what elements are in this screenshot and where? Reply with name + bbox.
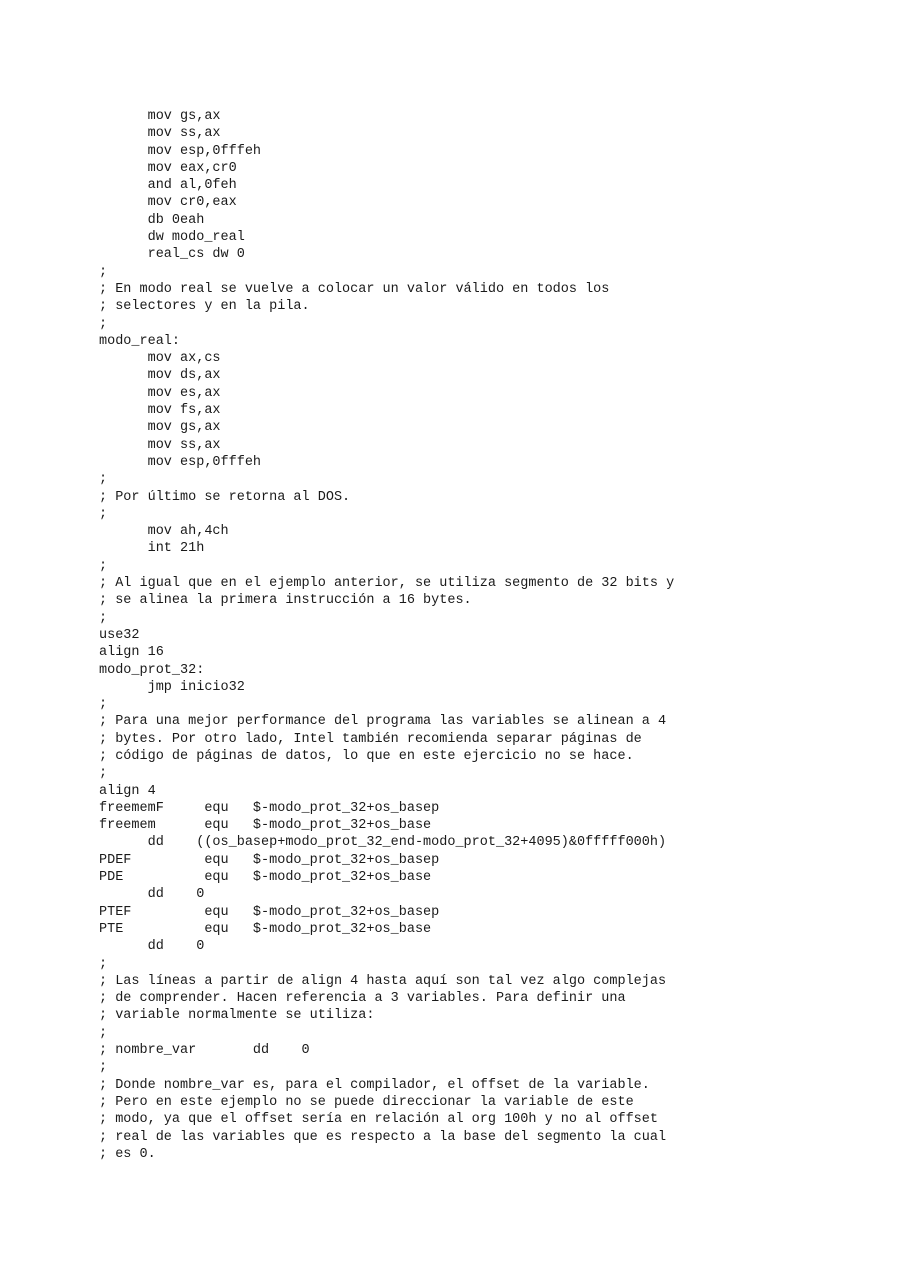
- code-line: ; real de las variables que es respecto a la base del segmento la cual: [99, 1129, 667, 1145]
- code-line: ;: [99, 766, 108, 782]
- code-line: ;: [99, 558, 108, 574]
- code-line: mov eax,cr0: [99, 160, 237, 176]
- code-line: mov ds,ax: [99, 368, 221, 384]
- code-line: ; Para una mejor performance del programa las variables se alinean a 4: [99, 714, 667, 730]
- code-line: ;: [99, 472, 108, 488]
- code-line: dd 0: [99, 939, 205, 955]
- code-line: ; selectores y en la pila.: [99, 299, 310, 315]
- code-line: ; modo, ya que el offset sería en relación al org 100h y no al offset: [99, 1112, 658, 1128]
- code-line: mov ss,ax: [99, 437, 221, 453]
- code-line: align 16: [99, 645, 164, 661]
- code-line: ; variable normalmente se utiliza:: [99, 1008, 375, 1024]
- code-line: ; Donde nombre_var es, para el compilador, el offset de la variable.: [99, 1077, 650, 1093]
- code-line: ;: [99, 264, 108, 280]
- code-line: ;: [99, 610, 108, 626]
- code-line: mov esp,0fffeh: [99, 143, 262, 159]
- code-line: mov fs,ax: [99, 403, 221, 419]
- code-line: ; de comprender. Hacen referencia a 3 variables. Para definir una: [99, 991, 626, 1007]
- code-line: jmp inicio32: [99, 679, 245, 695]
- code-line: ;: [99, 506, 108, 522]
- code-line: mov ss,ax: [99, 126, 221, 142]
- code-line: db 0eah: [99, 212, 205, 228]
- code-line: PDEF equ $-modo_prot_32+os_basep: [99, 852, 440, 868]
- code-line: PTEF equ $-modo_prot_32+os_basep: [99, 904, 440, 920]
- code-line: ; Por último se retorna al DOS.: [99, 489, 351, 505]
- code-line: mov gs,ax: [99, 420, 221, 436]
- code-line: ; se alinea la primera instrucción a 16 bytes.: [99, 593, 472, 609]
- code-line: freememF equ $-modo_prot_32+os_basep: [99, 800, 440, 816]
- code-line: ;: [99, 956, 108, 972]
- code-line: ; Las líneas a partir de align 4 hasta aquí son tal vez algo complejas: [99, 973, 667, 989]
- assembly-code-listing: [99, 108, 674, 1163]
- code-line: ; Pero en este ejemplo no se puede direccionar la variable de este: [99, 1094, 634, 1110]
- code-line: ; bytes. Por otro lado, Intel también recomienda separar páginas de: [99, 731, 642, 747]
- code-line: ;: [99, 697, 108, 713]
- code-line: ;: [99, 1025, 108, 1041]
- code-line: dw modo_real: [99, 230, 245, 246]
- code-line: ; es 0.: [99, 1146, 156, 1162]
- code-line: use32: [99, 627, 140, 643]
- code-line: and al,0feh: [99, 178, 237, 194]
- code-line: mov es,ax: [99, 385, 221, 401]
- code-line: PTE equ $-modo_prot_32+os_base: [99, 921, 432, 937]
- code-line: modo_prot_32:: [99, 662, 205, 678]
- code-line: modo_real:: [99, 333, 181, 349]
- code-line: ; nombre_var dd 0: [99, 1043, 310, 1059]
- code-line: dd 0: [99, 887, 205, 903]
- code-line: ; código de páginas de datos, lo que en este ejercicio no se hace.: [99, 748, 634, 764]
- code-line: ; En modo real se vuelve a colocar un valor válido en todos los: [99, 281, 610, 297]
- code-line: mov gs,ax: [99, 109, 221, 124]
- code-line: ;: [99, 316, 108, 332]
- code-line: mov ax,cs: [99, 351, 221, 367]
- code-line: ; Al igual que en el ejemplo anterior, se utiliza segmento de 32 bits y: [99, 576, 675, 592]
- code-line: dd ((os_basep+modo_prot_32_end-modo_prot_32+4095)&0fffff000h): [99, 835, 667, 851]
- code-line: PDE equ $-modo_prot_32+os_base: [99, 870, 432, 886]
- code-line: mov ah,4ch: [99, 524, 229, 540]
- code-line: freemem equ $-modo_prot_32+os_base: [99, 818, 432, 834]
- code-line: mov esp,0fffeh: [99, 454, 262, 470]
- code-line: mov cr0,eax: [99, 195, 237, 211]
- code-line: real_cs dw 0: [99, 247, 245, 263]
- code-line: ;: [99, 1060, 108, 1076]
- code-line: int 21h: [99, 541, 205, 557]
- code-line: align 4: [99, 783, 156, 799]
